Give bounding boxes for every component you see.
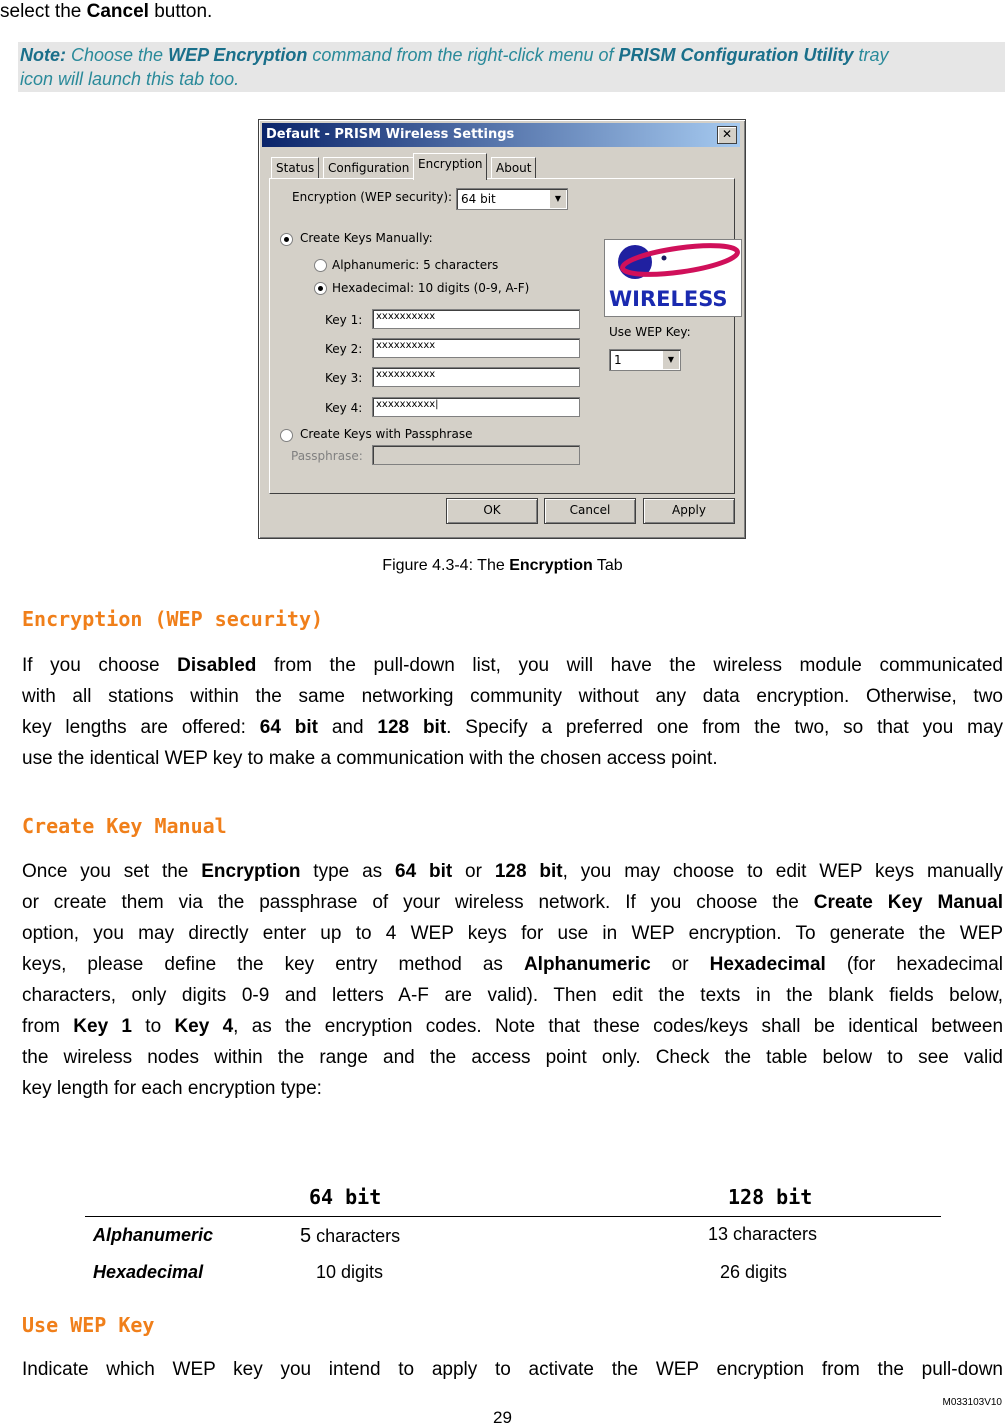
doc-id: M033103V10 <box>942 1397 1002 1408</box>
key2-input[interactable]: xxxxxxxxxx <box>372 338 580 358</box>
para-use-wep-key: Indicate which WEP key you intend to apply to activate the WEP encryption from the pull-down <box>22 1359 1003 1380</box>
table-header-128: 128 bit <box>728 1185 813 1209</box>
key3-input[interactable]: xxxxxxxxxx <box>372 367 580 387</box>
cell-hex-128: 26 digits <box>720 1262 788 1282</box>
cell-alpha-64: 5 characters <box>300 1225 401 1247</box>
use-wep-key-label: Use WEP Key: <box>609 325 691 339</box>
table-divider <box>85 1216 941 1217</box>
passphrase-label: Passphrase: <box>291 449 363 463</box>
key4-input[interactable]: xxxxxxxxxx| <box>372 397 580 417</box>
figure-caption: Figure 4.3-4: The Encryption Tab <box>382 557 623 574</box>
row-label-hexadecimal: Hexadecimal <box>93 1262 204 1282</box>
prism-settings-dialog <box>258 119 746 539</box>
para-encryption: If you choose Disabled from the pull-down list, you will have the wireless module communicated with all stations within the same networking community without any data encryption. Otherwise, two key lengths are offered: 64 bit and 128 bit. Specify a preferred one from the two, so that you may use the identical WEP key to make a communication with the chosen access point. <box>22 655 1004 769</box>
tab-configuration[interactable]: Configuration <box>323 157 414 179</box>
note-box: Note: Choose the WEP Encryption command from the right-click menu of PRISM Configuration Utility tray icon will launch this tab too. <box>18 42 1005 92</box>
heading-use-wep-key: Use WEP Key <box>22 1313 155 1337</box>
dialog-titlebar <box>262 123 740 147</box>
alphanumeric-radio[interactable] <box>314 259 327 272</box>
wireless-logo <box>604 239 742 317</box>
row-label-alphanumeric: Alphanumeric <box>93 1225 214 1245</box>
heading-create-key-manual: Create Key Manual <box>22 814 227 838</box>
alphanumeric-label: Alphanumeric: 5 characters <box>332 258 499 272</box>
cancel-button[interactable]: Cancel <box>544 498 636 524</box>
apply-button[interactable]: Apply <box>643 498 735 524</box>
key2-label: Key 2: <box>325 342 363 356</box>
create-manual-label: Create Keys Manually: <box>300 231 433 245</box>
hexadecimal-label: Hexadecimal: 10 digits (0-9, A-F) <box>332 281 530 295</box>
key1-input[interactable]: xxxxxxxxxx <box>372 309 580 329</box>
close-icon[interactable]: ✕ <box>717 126 737 144</box>
tab-status[interactable]: Status <box>271 157 319 179</box>
heading-encryption: Encryption (WEP security) <box>22 607 324 631</box>
ok-button[interactable]: OK <box>446 498 538 524</box>
encryption-select[interactable]: 64 bit ▼ <box>456 188 568 210</box>
logo-text: WIRELESS <box>609 287 728 311</box>
create-passphrase-label: Create Keys with Passphrase <box>300 427 473 441</box>
wireless-logo-graphic <box>605 240 741 316</box>
para-create-key-manual: Once you set the Encryption type as 64 bit or 128 bit, you may choose to edit WEP keys manually or create them via the passphrase of your wireless network. If you choose the Create Key Manual option, you may directly enter up to 4 WEP keys for use in WEP encryption. To generate the WEP keys, please define the key entry method as Alphanumeric or Hexadecimal (for hexadecimal characters, only digits 0-9 and letters A-F are valid). Then edit the texts in the blank fields below, from Key 1 to Key 4, as the encryption codes. Note that these codes/keys shall be identical between the wireless nodes within the range and the access point only. Check the table below to see valid key length for each encryption type: <box>22 861 1004 1099</box>
create-manual-radio[interactable] <box>280 233 293 246</box>
key4-label: Key 4: <box>325 401 363 415</box>
tab-about[interactable]: About <box>491 157 536 179</box>
use-wep-key-select[interactable]: 1 ▼ <box>609 349 681 371</box>
encryption-label: Encryption (WEP security): <box>292 190 453 204</box>
table-header-64: 64 bit <box>309 1185 382 1209</box>
cell-alpha-128: 13 characters <box>708 1224 818 1244</box>
tab-encryption[interactable]: Encryption <box>413 153 487 180</box>
key1-label: Key 1: <box>325 313 363 327</box>
chevron-down-icon: ▼ <box>549 190 566 208</box>
encryption-panel <box>269 178 735 494</box>
hexadecimal-radio[interactable] <box>314 282 327 295</box>
intro-line: select the Cancel button. <box>0 1 213 22</box>
page-number: 29 <box>493 1408 512 1427</box>
dialog-title: Default - PRISM Wireless Settings <box>266 127 515 142</box>
passphrase-input[interactable] <box>372 445 580 465</box>
key3-label: Key 3: <box>325 371 363 385</box>
create-passphrase-radio[interactable] <box>280 429 293 442</box>
cell-hex-64: 10 digits <box>316 1262 384 1282</box>
chevron-down-icon: ▼ <box>662 351 679 369</box>
